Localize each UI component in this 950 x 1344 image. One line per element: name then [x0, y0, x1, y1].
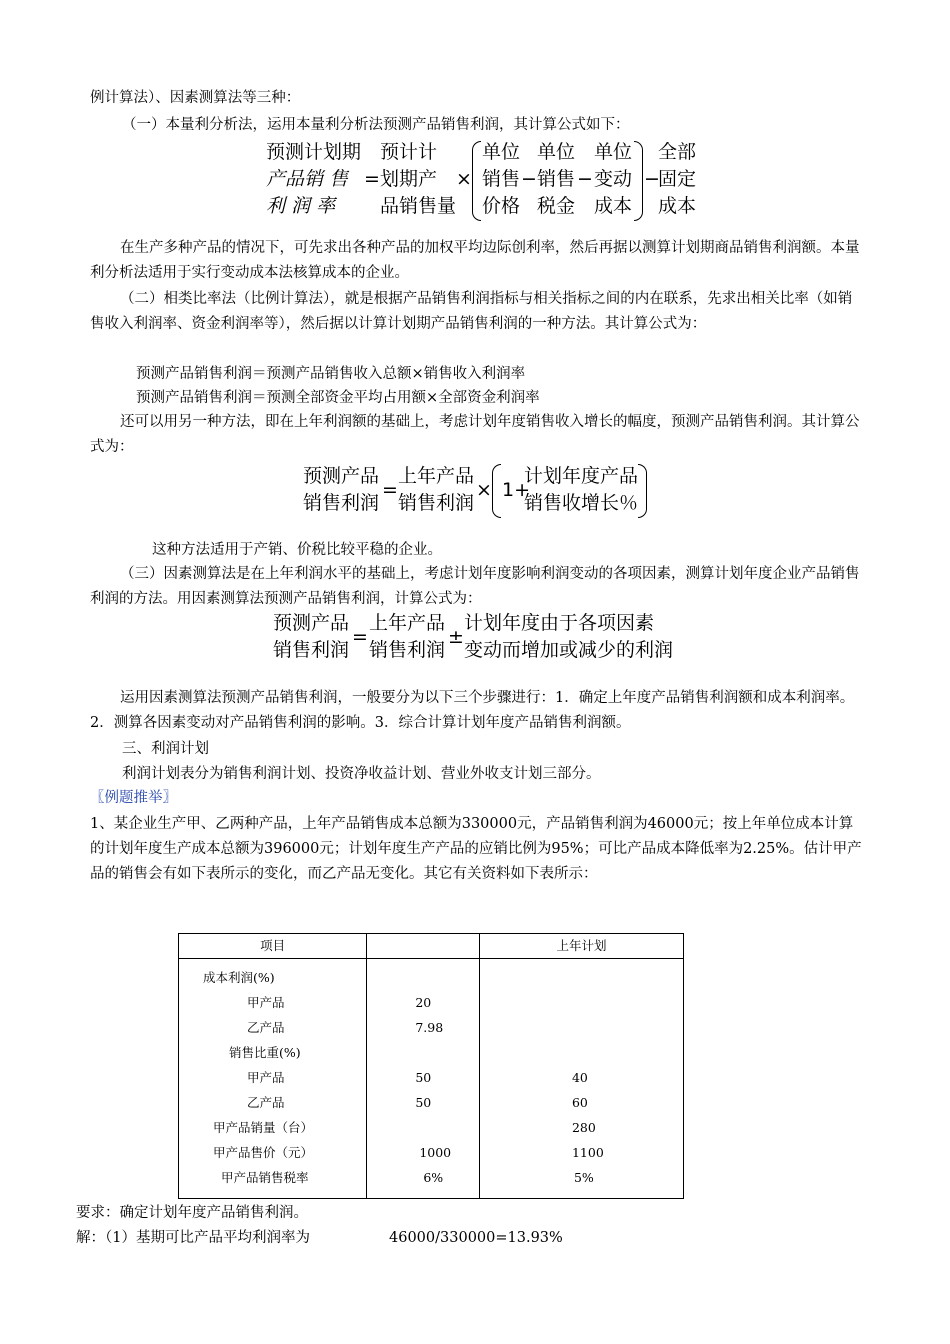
f1-col-a: 单位 销售 价格: [482, 141, 521, 217]
f1-times: ×: [456, 168, 472, 190]
section3-paragraph: （三）因素测算法是在上年利润水平的基础上，考虑计划年度影响利润变动的各项因素，测算计划年度企业产品销售利润的方法。用因素测算法预测产品销售利润，计算公式为：: [90, 566, 860, 607]
f1-equals: =: [364, 168, 380, 190]
table-cell: 40: [571, 1070, 588, 1085]
table-body-row: [179, 959, 684, 1199]
f1-col-c: 单位 变动 成本: [594, 141, 633, 217]
f2-left-paren: [492, 464, 501, 518]
f1-minus-1: −: [521, 168, 537, 190]
f3-lhs: 预测产品 销售利润: [273, 612, 350, 661]
section2-paragraph: （二）相类比率法（比例计算法），就是根据产品销售利润指标与相关指标之间的内在联系，先求出相关比率（如销售收入利润率、资金利润率等），然后据以计算计划期产品销售利润的一种方法。其计算公式为：: [90, 291, 853, 332]
f1-right-paren: [634, 141, 643, 221]
plan-column: [480, 959, 683, 1190]
table-cell: 甲产品销量（台）: [213, 1120, 314, 1135]
table-cell: 7.98: [415, 1020, 444, 1035]
table-cell: 乙产品: [247, 1020, 285, 1035]
requirement: 要求：确定计划年度产品销售利润。: [76, 1205, 308, 1221]
section2-paragraph-2: 还可以用另一种方法，即在上年利润额的基础上，考虑计划年度销售收入增长的幅度，预测产品销售利润。其计算公式为：: [90, 414, 860, 455]
table-cell: [415, 1040, 479, 1065]
section3-steps: 运用因素测算法预测产品销售利润，一般要分为以下三个步骤进行：1．确定上年度产品销售利润额和成本利润率。2．测算各因素变动对产品销售利润的影响。3．综合计算计划年度产品销售利润额。: [90, 690, 855, 731]
table-cell: 甲产品售价（元）: [213, 1145, 314, 1160]
f2-term: 上年产品 销售利润: [398, 465, 475, 514]
header-blank: [367, 934, 479, 958]
f2-right-paren: [638, 464, 647, 518]
f1-col-d: 全部 固定 成本: [658, 141, 697, 217]
f1-col-b: 单位 销售 税金: [537, 141, 576, 217]
f2-growth: 计划年度产品 销售收增长％: [524, 465, 639, 514]
table-cell: 60: [571, 1095, 588, 1110]
table-cell: [572, 990, 683, 1015]
table-cell: 20: [415, 995, 432, 1010]
section2-formula-line-2: 预测产品销售利润＝预测全部资金平均占用额×全部资金利润率: [136, 390, 540, 406]
section2-note: 这种方法适用于产销、价税比较平稳的企业。: [152, 542, 442, 558]
f3-rhs: 计划年度由于各项因素 变动而增加或减少的利润: [464, 612, 674, 661]
f2-times: ×: [476, 479, 492, 501]
header-last-year-plan: 上年计划: [556, 938, 607, 953]
header-item: 项目: [260, 938, 286, 953]
table-cell: 1000: [419, 1145, 452, 1160]
table-cell: [572, 965, 683, 990]
section1-paragraph: 在生产多种产品的情况下，可先求出各种产品的加权平均边际创利率，然后再据以测算计划期商品销售利润额。本量利分析法适用于实行变动成本法核算成本的企业。: [90, 240, 860, 281]
table-cell: [415, 1115, 479, 1140]
f1-term2: 预计计 划期产 品销售量: [380, 141, 457, 217]
table-cell: 50: [415, 1095, 432, 1110]
f3-equals: =: [352, 626, 368, 648]
solution-label: 解：（1）基期可比产品平均利润率为: [76, 1230, 310, 1246]
table-cell: 280: [571, 1120, 596, 1135]
f1-minus-3: −: [644, 168, 660, 190]
table-cell: 5%: [573, 1170, 594, 1185]
table-cell: 50: [415, 1070, 432, 1085]
section1-heading: （一）本量利分析法，运用本量利分析法预测产品销售利润，其计算公式如下：: [122, 117, 630, 133]
table-cell: 1100: [571, 1145, 604, 1160]
profit-plan-paragraph: 利润计划表分为销售利润计划、投资净收益计划、营业外收支计划三部分。: [122, 766, 601, 782]
table-cell: [415, 965, 479, 990]
f1-lhs: 预测计划期 产品销 售 利 润 率: [266, 141, 362, 217]
data-table: [178, 933, 684, 1199]
example-problem: 1、某企业生产甲、乙两种产品，上年产品销售成本总额为330000元，产品销售利润为46000元；按上年单位成本计算的计划年度生产成本总额为396000元；计划年度生产产品的应销比例为95%；可比产品成本降低率为2.25%。估计甲产品的销售会有如下表所示的变化，而乙产品无变化。其它有关资料如下表所示：: [90, 816, 862, 882]
f2-equals: =: [382, 479, 398, 501]
table-header-row: [179, 934, 684, 959]
f2-lhs: 预测产品 销售利润: [303, 465, 380, 514]
table-cell: 甲产品: [247, 995, 285, 1010]
table-cell: [572, 1015, 683, 1040]
table-cell: 6%: [423, 1170, 444, 1185]
table-cell: [572, 1040, 683, 1065]
f1-left-paren: [472, 141, 481, 221]
table-cell: 甲产品销售税率: [221, 1170, 309, 1185]
previous-column: [367, 959, 479, 1190]
section2-formula-line-1: 预测产品销售利润＝预测产品销售收入总额×销售收入利润率: [136, 366, 526, 382]
item-column: [179, 959, 366, 1198]
table-cell: 销售比重(%): [229, 1045, 301, 1060]
f1-minus-2: −: [577, 168, 593, 190]
table-cell: 乙产品: [247, 1095, 285, 1110]
f3-plus-minus: ±: [448, 626, 464, 648]
intro-line: 例计算法）、因素测算法等三种：: [90, 90, 301, 106]
profit-plan-heading: 三、利润计划: [122, 741, 209, 757]
f3-term: 上年产品 销售利润: [369, 612, 446, 661]
example-tag: 〖例题推举〗: [90, 790, 177, 806]
solution-value: 46000/330000=13.93%: [389, 1230, 563, 1246]
f2-one-plus: 1+: [502, 479, 531, 501]
table-cell: 成本利润(%): [203, 970, 275, 985]
table-cell: 甲产品: [247, 1070, 285, 1085]
